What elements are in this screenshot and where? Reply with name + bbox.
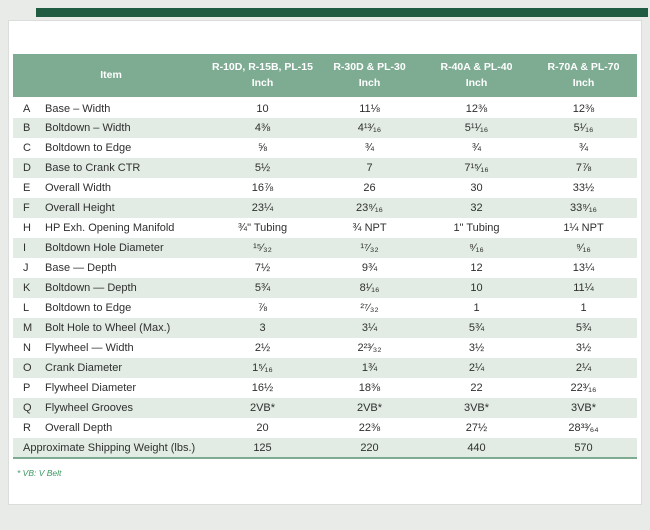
cell-value: 10 bbox=[256, 102, 269, 115]
row-letter: M bbox=[13, 318, 41, 338]
spec-table-body bbox=[13, 98, 637, 458]
cell-value: 22 bbox=[470, 382, 483, 394]
header-col-3-unit: Inch bbox=[465, 77, 488, 90]
cell-value: 18⅜ bbox=[358, 382, 381, 394]
row-item: Flywheel Diameter bbox=[45, 382, 137, 394]
cell-value: ²⁷⁄₃₂ bbox=[360, 302, 379, 314]
cell-value: 5¹⁄₁₆ bbox=[530, 118, 637, 138]
row-item: Boltdown — Depth bbox=[41, 278, 209, 298]
cell-value: ¾ bbox=[578, 142, 589, 154]
header-col-4-unit: Inch bbox=[572, 77, 595, 90]
cell-value: 3VB* bbox=[530, 398, 637, 418]
cell-value: 23¼ bbox=[209, 198, 316, 218]
shipping-weight-row bbox=[13, 438, 637, 458]
header-col-3 bbox=[423, 54, 530, 98]
header-col-1 bbox=[209, 54, 316, 98]
table-row bbox=[13, 398, 637, 418]
cell-value: 5½ bbox=[209, 158, 316, 178]
table-row bbox=[13, 258, 637, 278]
cell-value: 12⅜ bbox=[465, 102, 488, 115]
vbelt-footnote: * VB: V Belt bbox=[17, 468, 62, 478]
row-letter: E bbox=[23, 182, 31, 194]
cell-value: 11⅛ bbox=[359, 102, 380, 115]
table-row bbox=[13, 218, 637, 238]
table-row bbox=[13, 378, 637, 398]
header-col-4-models: R-70A & PL-70 bbox=[547, 60, 620, 73]
row-letter: I bbox=[13, 238, 41, 258]
cell-value: 5¾ bbox=[423, 318, 530, 338]
cell-value: 4⅜ bbox=[209, 118, 316, 138]
row-item: Boltdown – Width bbox=[41, 118, 209, 138]
table-row bbox=[13, 158, 637, 178]
table-row bbox=[13, 338, 637, 358]
cell-value: 27½ bbox=[465, 422, 488, 434]
cell-value: 125 bbox=[209, 438, 316, 458]
cell-value: 7½ bbox=[254, 262, 271, 274]
row-letter: N bbox=[23, 342, 31, 354]
cell-value: 1" Tubing bbox=[453, 222, 500, 234]
row-letter: O bbox=[13, 358, 41, 378]
row-letter: R bbox=[23, 422, 31, 434]
row-letter: K bbox=[13, 278, 41, 298]
cell-value: 28³³⁄₆₄ bbox=[568, 422, 599, 434]
cell-value: ⁹⁄₁₆ bbox=[530, 238, 637, 258]
header-col-2 bbox=[316, 54, 423, 98]
cell-value: 32 bbox=[423, 198, 530, 218]
table-row bbox=[13, 118, 637, 138]
cell-value: 22³⁄₁₆ bbox=[570, 382, 597, 394]
cell-value: 13¼ bbox=[572, 262, 595, 274]
row-letter: C bbox=[23, 142, 31, 154]
row-letter: Q bbox=[13, 398, 41, 418]
cell-value: 3½ bbox=[468, 342, 485, 354]
header-col-1-models: R-10D, R-15B, PL-15 bbox=[212, 60, 313, 73]
table-row bbox=[13, 278, 637, 298]
cell-value: ¾ bbox=[364, 142, 375, 154]
cell-value: ¾ bbox=[471, 142, 482, 154]
cell-value: ⁹⁄₁₆ bbox=[423, 238, 530, 258]
row-item: Base — Depth bbox=[45, 262, 117, 274]
cell-value: 2VB* bbox=[209, 398, 316, 418]
cell-value: 1¼ NPT bbox=[563, 222, 604, 234]
row-item: Bolt Hole to Wheel (Max.) bbox=[41, 318, 209, 338]
row-letter: D bbox=[13, 158, 41, 178]
cell-value: 12 bbox=[470, 262, 483, 274]
row-item: Base to Crank CTR bbox=[41, 158, 209, 178]
cell-value: 9¾ bbox=[361, 262, 378, 274]
header-row bbox=[13, 54, 637, 98]
cell-value: ¾" Tubing bbox=[237, 222, 288, 234]
table-row bbox=[13, 138, 637, 158]
row-letter: P bbox=[23, 382, 31, 394]
header-item: Item bbox=[13, 54, 209, 98]
cell-value: 4¹³⁄₁₆ bbox=[316, 118, 423, 138]
cell-value: 11¼ bbox=[530, 278, 637, 298]
header-col-4 bbox=[530, 54, 637, 98]
row-letter: A bbox=[23, 102, 31, 115]
cell-value: 10 bbox=[423, 278, 530, 298]
cell-value: 2²³⁄₃₂ bbox=[357, 342, 382, 354]
cell-value: 2VB* bbox=[316, 398, 423, 418]
spec-table-header bbox=[13, 54, 637, 98]
cell-value: 570 bbox=[530, 438, 637, 458]
cell-value: 23⁹⁄₁₆ bbox=[316, 198, 423, 218]
cell-value: 33½ bbox=[572, 182, 595, 194]
cell-value: 8¹⁄₁₆ bbox=[316, 278, 423, 298]
table-row bbox=[13, 98, 637, 118]
cell-value: ¹⁵⁄₃₂ bbox=[209, 238, 316, 258]
cell-value: 1¾ bbox=[316, 358, 423, 378]
cell-value: ¾ NPT bbox=[352, 222, 387, 234]
row-item: Boltdown to Edge bbox=[45, 302, 132, 314]
row-item: Overall Width bbox=[45, 182, 112, 194]
row-item: Flywheel Grooves bbox=[41, 398, 209, 418]
cell-value: ¹⁷⁄₃₂ bbox=[316, 238, 423, 258]
cell-value: 5¾ bbox=[209, 278, 316, 298]
table-row bbox=[13, 358, 637, 378]
cell-value: 7 bbox=[316, 158, 423, 178]
row-item: Crank Diameter bbox=[41, 358, 209, 378]
row-item: Overall Height bbox=[41, 198, 209, 218]
cell-value: 16⅞ bbox=[251, 182, 274, 194]
cell-value: 30 bbox=[470, 182, 483, 194]
row-letter: F bbox=[13, 198, 41, 218]
table-row bbox=[13, 318, 637, 338]
cell-value: 7⅞ bbox=[530, 158, 637, 178]
row-item: Overall Depth bbox=[45, 422, 113, 434]
row-letter: H bbox=[23, 222, 31, 234]
cell-value: 2½ bbox=[254, 342, 271, 354]
cell-value: 1 bbox=[580, 302, 587, 314]
cell-value: 33⁹⁄₁₆ bbox=[530, 198, 637, 218]
header-col-1-unit: Inch bbox=[251, 77, 274, 90]
cell-value: 20 bbox=[256, 422, 269, 434]
cell-value: 220 bbox=[316, 438, 423, 458]
cell-value: ⅞ bbox=[257, 302, 268, 314]
shipping-weight-label: Approximate Shipping Weight (lbs.) bbox=[13, 438, 209, 458]
cell-value: 16½ bbox=[251, 382, 274, 394]
cell-value: 12⅜ bbox=[572, 102, 595, 115]
top-accent-bar bbox=[36, 8, 648, 17]
cell-value: 5¹¹⁄₁₆ bbox=[423, 118, 530, 138]
row-item: HP Exh. Opening Manifold bbox=[45, 222, 175, 234]
header-col-2-models: R-30D & PL-30 bbox=[333, 60, 406, 73]
table-row bbox=[13, 178, 637, 198]
cell-value: 3VB* bbox=[423, 398, 530, 418]
row-item: Flywheel — Width bbox=[45, 342, 134, 354]
cell-value: 5¾ bbox=[530, 318, 637, 338]
cell-value: 1 bbox=[473, 302, 480, 314]
table-row bbox=[13, 298, 637, 318]
header-col-3-models: R-40A & PL-40 bbox=[440, 60, 513, 73]
cell-value: 3 bbox=[209, 318, 316, 338]
cell-value: 440 bbox=[423, 438, 530, 458]
cell-value: 2¼ bbox=[423, 358, 530, 378]
table-row bbox=[13, 418, 637, 438]
spec-sheet-card bbox=[8, 20, 642, 505]
row-letter: B bbox=[13, 118, 41, 138]
cell-value: 22⅜ bbox=[358, 422, 381, 434]
header-col-2-unit: Inch bbox=[358, 77, 381, 90]
cell-value: ⅝ bbox=[257, 142, 268, 154]
spec-table bbox=[13, 54, 637, 459]
row-letter: J bbox=[23, 262, 29, 274]
cell-value: 7¹⁵⁄₁₆ bbox=[423, 158, 530, 178]
cell-value: 26 bbox=[363, 182, 376, 194]
row-item: Base – Width bbox=[45, 102, 111, 115]
table-row bbox=[13, 198, 637, 218]
row-item: Boltdown to Edge bbox=[45, 142, 132, 154]
cell-value: 1⁵⁄₁₆ bbox=[209, 358, 316, 378]
table-row bbox=[13, 238, 637, 258]
cell-value: 2¼ bbox=[530, 358, 637, 378]
row-item: Boltdown Hole Diameter bbox=[41, 238, 209, 258]
cell-value: 3¼ bbox=[316, 318, 423, 338]
row-letter: L bbox=[23, 302, 30, 314]
cell-value: 3½ bbox=[575, 342, 592, 354]
